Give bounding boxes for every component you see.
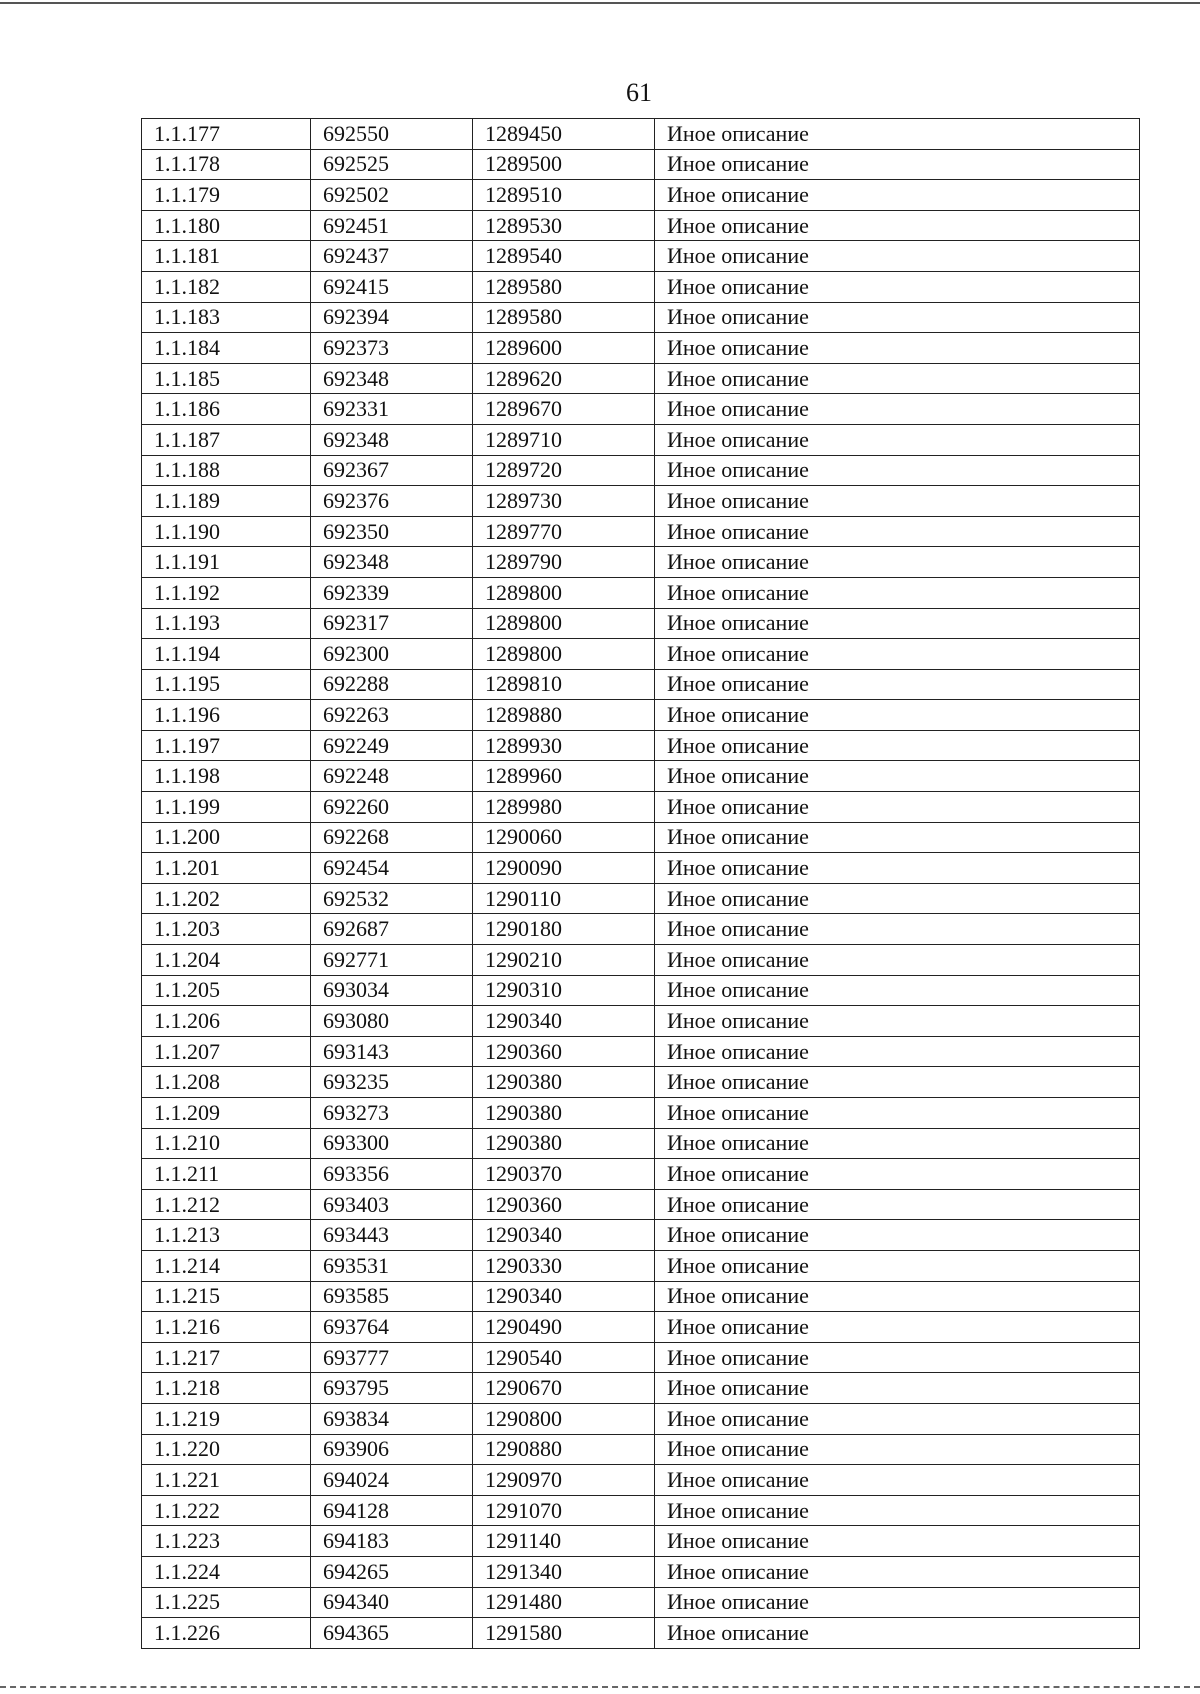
x-coordinate-cell: 692288 xyxy=(311,669,473,700)
point-number-cell: 1.1.210 xyxy=(142,1128,311,1159)
x-coordinate-cell: 693795 xyxy=(311,1373,473,1404)
description-cell: Иное описание xyxy=(655,792,1140,823)
point-number-cell: 1.1.224 xyxy=(142,1556,311,1587)
table-row xyxy=(142,210,1140,241)
y-coordinate-cell: 1289730 xyxy=(473,486,655,517)
x-coordinate-cell: 692525 xyxy=(311,149,473,180)
table-row xyxy=(142,486,1140,517)
point-number-cell: 1.1.222 xyxy=(142,1495,311,1526)
table-row xyxy=(142,700,1140,731)
description-cell: Иное описание xyxy=(655,914,1140,945)
x-coordinate-cell: 694365 xyxy=(311,1618,473,1649)
point-number-cell: 1.1.221 xyxy=(142,1465,311,1496)
y-coordinate-cell: 1290360 xyxy=(473,1036,655,1067)
description-cell: Иное описание xyxy=(655,608,1140,639)
y-coordinate-cell: 1290490 xyxy=(473,1312,655,1343)
description-cell: Иное описание xyxy=(655,119,1140,150)
y-coordinate-cell: 1291140 xyxy=(473,1526,655,1557)
point-number-cell: 1.1.193 xyxy=(142,608,311,639)
point-number-cell: 1.1.196 xyxy=(142,700,311,731)
description-cell: Иное описание xyxy=(655,547,1140,578)
x-coordinate-cell: 692263 xyxy=(311,700,473,731)
table-row xyxy=(142,669,1140,700)
description-cell: Иное описание xyxy=(655,975,1140,1006)
description-cell: Иное описание xyxy=(655,1373,1140,1404)
y-coordinate-cell: 1289790 xyxy=(473,547,655,578)
page-number: 61 xyxy=(626,78,652,107)
y-coordinate-cell: 1290360 xyxy=(473,1189,655,1220)
description-cell: Иное описание xyxy=(655,424,1140,455)
table-row xyxy=(142,271,1140,302)
x-coordinate-cell: 693764 xyxy=(311,1312,473,1343)
x-coordinate-cell: 692376 xyxy=(311,486,473,517)
description-cell: Иное описание xyxy=(655,1036,1140,1067)
point-number-cell: 1.1.189 xyxy=(142,486,311,517)
y-coordinate-cell: 1289600 xyxy=(473,333,655,364)
y-coordinate-cell: 1290380 xyxy=(473,1128,655,1159)
description-cell: Иное описание xyxy=(655,1403,1140,1434)
x-coordinate-cell: 692454 xyxy=(311,853,473,884)
description-cell: Иное описание xyxy=(655,669,1140,700)
table-row xyxy=(142,577,1140,608)
x-coordinate-cell: 693585 xyxy=(311,1281,473,1312)
table-row xyxy=(142,1159,1140,1190)
table-row xyxy=(142,730,1140,761)
x-coordinate-cell: 692249 xyxy=(311,730,473,761)
y-coordinate-cell: 1290540 xyxy=(473,1342,655,1373)
y-coordinate-cell: 1289620 xyxy=(473,363,655,394)
table-row xyxy=(142,1250,1140,1281)
point-number-cell: 1.1.183 xyxy=(142,302,311,333)
point-number-cell: 1.1.213 xyxy=(142,1220,311,1251)
x-coordinate-cell: 692268 xyxy=(311,822,473,853)
description-cell: Иное описание xyxy=(655,700,1140,731)
point-number-cell: 1.1.190 xyxy=(142,516,311,547)
description-cell: Иное описание xyxy=(655,1312,1140,1343)
x-coordinate-cell: 692771 xyxy=(311,945,473,976)
table-row xyxy=(142,975,1140,1006)
point-number-cell: 1.1.226 xyxy=(142,1618,311,1649)
x-coordinate-cell: 694340 xyxy=(311,1587,473,1618)
y-coordinate-cell: 1289800 xyxy=(473,639,655,670)
description-cell: Иное описание xyxy=(655,1006,1140,1037)
description-cell: Иное описание xyxy=(655,639,1140,670)
y-coordinate-cell: 1290370 xyxy=(473,1159,655,1190)
description-cell: Иное описание xyxy=(655,883,1140,914)
table-row xyxy=(142,241,1140,272)
point-number-cell: 1.1.194 xyxy=(142,639,311,670)
table-row xyxy=(142,822,1140,853)
table-row xyxy=(142,1220,1140,1251)
y-coordinate-cell: 1290310 xyxy=(473,975,655,1006)
table-row xyxy=(142,914,1140,945)
x-coordinate-cell: 693080 xyxy=(311,1006,473,1037)
x-coordinate-cell: 692339 xyxy=(311,577,473,608)
table-row xyxy=(142,1281,1140,1312)
x-coordinate-cell: 693403 xyxy=(311,1189,473,1220)
point-number-cell: 1.1.192 xyxy=(142,577,311,608)
description-cell: Иное описание xyxy=(655,1526,1140,1557)
point-number-cell: 1.1.187 xyxy=(142,424,311,455)
y-coordinate-cell: 1290340 xyxy=(473,1281,655,1312)
x-coordinate-cell: 694128 xyxy=(311,1495,473,1526)
x-coordinate-cell: 692317 xyxy=(311,608,473,639)
y-coordinate-cell: 1290060 xyxy=(473,822,655,853)
table-row xyxy=(142,639,1140,670)
description-cell: Иное описание xyxy=(655,577,1140,608)
y-coordinate-cell: 1289580 xyxy=(473,302,655,333)
table-row xyxy=(142,455,1140,486)
point-number-cell: 1.1.199 xyxy=(142,792,311,823)
point-number-cell: 1.1.206 xyxy=(142,1006,311,1037)
y-coordinate-cell: 1289930 xyxy=(473,730,655,761)
description-cell: Иное описание xyxy=(655,1465,1140,1496)
description-cell: Иное описание xyxy=(655,516,1140,547)
point-number-cell: 1.1.225 xyxy=(142,1587,311,1618)
description-cell: Иное описание xyxy=(655,486,1140,517)
point-number-cell: 1.1.185 xyxy=(142,363,311,394)
y-coordinate-cell: 1289500 xyxy=(473,149,655,180)
point-number-cell: 1.1.204 xyxy=(142,945,311,976)
point-number-cell: 1.1.212 xyxy=(142,1189,311,1220)
point-number-cell: 1.1.182 xyxy=(142,271,311,302)
table-row xyxy=(142,1587,1140,1618)
x-coordinate-cell: 692550 xyxy=(311,119,473,150)
y-coordinate-cell: 1291580 xyxy=(473,1618,655,1649)
x-coordinate-cell: 692532 xyxy=(311,883,473,914)
x-coordinate-cell: 692348 xyxy=(311,424,473,455)
table-row xyxy=(142,149,1140,180)
x-coordinate-cell: 693300 xyxy=(311,1128,473,1159)
description-cell: Иное описание xyxy=(655,1556,1140,1587)
y-coordinate-cell: 1290330 xyxy=(473,1250,655,1281)
x-coordinate-cell: 692350 xyxy=(311,516,473,547)
description-cell: Иное описание xyxy=(655,455,1140,486)
x-coordinate-cell: 693443 xyxy=(311,1220,473,1251)
table-row xyxy=(142,424,1140,455)
description-cell: Иное описание xyxy=(655,945,1140,976)
y-coordinate-cell: 1289670 xyxy=(473,394,655,425)
table-row xyxy=(142,1036,1140,1067)
x-coordinate-cell: 694024 xyxy=(311,1465,473,1496)
point-number-cell: 1.1.203 xyxy=(142,914,311,945)
y-coordinate-cell: 1290800 xyxy=(473,1403,655,1434)
point-number-cell: 1.1.188 xyxy=(142,455,311,486)
description-cell: Иное описание xyxy=(655,241,1140,272)
table-row xyxy=(142,883,1140,914)
table-row xyxy=(142,180,1140,211)
point-number-cell: 1.1.217 xyxy=(142,1342,311,1373)
table-row xyxy=(142,119,1140,150)
point-number-cell: 1.1.207 xyxy=(142,1036,311,1067)
description-cell: Иное описание xyxy=(655,1587,1140,1618)
x-coordinate-cell: 693834 xyxy=(311,1403,473,1434)
description-cell: Иное описание xyxy=(655,1250,1140,1281)
table-row xyxy=(142,1526,1140,1557)
x-coordinate-cell: 692687 xyxy=(311,914,473,945)
table-row xyxy=(142,1312,1140,1343)
table-row xyxy=(142,761,1140,792)
point-number-cell: 1.1.214 xyxy=(142,1250,311,1281)
y-coordinate-cell: 1289450 xyxy=(473,119,655,150)
description-cell: Иное описание xyxy=(655,1495,1140,1526)
point-number-cell: 1.1.211 xyxy=(142,1159,311,1190)
description-cell: Иное описание xyxy=(655,1220,1140,1251)
x-coordinate-cell: 694265 xyxy=(311,1556,473,1587)
x-coordinate-cell: 692248 xyxy=(311,761,473,792)
description-cell: Иное описание xyxy=(655,333,1140,364)
point-number-cell: 1.1.177 xyxy=(142,119,311,150)
point-number-cell: 1.1.201 xyxy=(142,853,311,884)
point-number-cell: 1.1.186 xyxy=(142,394,311,425)
y-coordinate-cell: 1289720 xyxy=(473,455,655,486)
description-cell: Иное описание xyxy=(655,1434,1140,1465)
description-cell: Иное описание xyxy=(655,1067,1140,1098)
point-number-cell: 1.1.179 xyxy=(142,180,311,211)
coordinates-table-body xyxy=(142,119,1140,1649)
y-coordinate-cell: 1290880 xyxy=(473,1434,655,1465)
y-coordinate-cell: 1289710 xyxy=(473,424,655,455)
y-coordinate-cell: 1289540 xyxy=(473,241,655,272)
point-number-cell: 1.1.218 xyxy=(142,1373,311,1404)
description-cell: Иное описание xyxy=(655,363,1140,394)
y-coordinate-cell: 1289770 xyxy=(473,516,655,547)
table-row xyxy=(142,1098,1140,1129)
y-coordinate-cell: 1289800 xyxy=(473,608,655,639)
x-coordinate-cell: 692300 xyxy=(311,639,473,670)
point-number-cell: 1.1.215 xyxy=(142,1281,311,1312)
y-coordinate-cell: 1289530 xyxy=(473,210,655,241)
x-coordinate-cell: 692260 xyxy=(311,792,473,823)
table-row xyxy=(142,792,1140,823)
description-cell: Иное описание xyxy=(655,394,1140,425)
table-row xyxy=(142,516,1140,547)
point-number-cell: 1.1.205 xyxy=(142,975,311,1006)
table-row xyxy=(142,1618,1140,1649)
table-row xyxy=(142,1465,1140,1496)
description-cell: Иное описание xyxy=(655,761,1140,792)
x-coordinate-cell: 692348 xyxy=(311,363,473,394)
x-coordinate-cell: 692437 xyxy=(311,241,473,272)
table-row xyxy=(142,1067,1140,1098)
x-coordinate-cell: 693143 xyxy=(311,1036,473,1067)
table-row xyxy=(142,363,1140,394)
description-cell: Иное описание xyxy=(655,271,1140,302)
point-number-cell: 1.1.200 xyxy=(142,822,311,853)
table-row xyxy=(142,1403,1140,1434)
x-coordinate-cell: 692373 xyxy=(311,333,473,364)
description-cell: Иное описание xyxy=(655,1159,1140,1190)
table-row xyxy=(142,333,1140,364)
description-cell: Иное описание xyxy=(655,302,1140,333)
description-cell: Иное описание xyxy=(655,1342,1140,1373)
description-cell: Иное описание xyxy=(655,1128,1140,1159)
point-number-cell: 1.1.219 xyxy=(142,1403,311,1434)
y-coordinate-cell: 1290340 xyxy=(473,1220,655,1251)
description-cell: Иное описание xyxy=(655,730,1140,761)
description-cell: Иное описание xyxy=(655,1618,1140,1649)
x-coordinate-cell: 693356 xyxy=(311,1159,473,1190)
description-cell: Иное описание xyxy=(655,822,1140,853)
point-number-cell: 1.1.223 xyxy=(142,1526,311,1557)
point-number-cell: 1.1.220 xyxy=(142,1434,311,1465)
y-coordinate-cell: 1290670 xyxy=(473,1373,655,1404)
x-coordinate-cell: 693273 xyxy=(311,1098,473,1129)
description-cell: Иное описание xyxy=(655,853,1140,884)
y-coordinate-cell: 1289980 xyxy=(473,792,655,823)
table-row xyxy=(142,302,1140,333)
y-coordinate-cell: 1289960 xyxy=(473,761,655,792)
table-row xyxy=(142,394,1140,425)
table-row xyxy=(142,945,1140,976)
table-row xyxy=(142,1342,1140,1373)
y-coordinate-cell: 1290090 xyxy=(473,853,655,884)
x-coordinate-cell: 692348 xyxy=(311,547,473,578)
y-coordinate-cell: 1290970 xyxy=(473,1465,655,1496)
table-row xyxy=(142,1495,1140,1526)
x-coordinate-cell: 693034 xyxy=(311,975,473,1006)
point-number-cell: 1.1.209 xyxy=(142,1098,311,1129)
description-cell: Иное описание xyxy=(655,149,1140,180)
x-coordinate-cell: 693777 xyxy=(311,1342,473,1373)
x-coordinate-cell: 693235 xyxy=(311,1067,473,1098)
point-number-cell: 1.1.184 xyxy=(142,333,311,364)
description-cell: Иное описание xyxy=(655,1281,1140,1312)
x-coordinate-cell: 692331 xyxy=(311,394,473,425)
description-cell: Иное описание xyxy=(655,1098,1140,1129)
x-coordinate-cell: 694183 xyxy=(311,1526,473,1557)
scan-top-edge xyxy=(0,2,1200,4)
table-row xyxy=(142,1556,1140,1587)
table-row xyxy=(142,547,1140,578)
table-row xyxy=(142,1189,1140,1220)
point-number-cell: 1.1.195 xyxy=(142,669,311,700)
x-coordinate-cell: 692367 xyxy=(311,455,473,486)
point-number-cell: 1.1.198 xyxy=(142,761,311,792)
description-cell: Иное описание xyxy=(655,210,1140,241)
point-number-cell: 1.1.180 xyxy=(142,210,311,241)
y-coordinate-cell: 1290380 xyxy=(473,1098,655,1129)
y-coordinate-cell: 1290210 xyxy=(473,945,655,976)
y-coordinate-cell: 1291340 xyxy=(473,1556,655,1587)
x-coordinate-cell: 692394 xyxy=(311,302,473,333)
y-coordinate-cell: 1290340 xyxy=(473,1006,655,1037)
x-coordinate-cell: 693906 xyxy=(311,1434,473,1465)
point-number-cell: 1.1.191 xyxy=(142,547,311,578)
coordinates-table xyxy=(141,118,1140,1649)
y-coordinate-cell: 1291480 xyxy=(473,1587,655,1618)
y-coordinate-cell: 1291070 xyxy=(473,1495,655,1526)
point-number-cell: 1.1.197 xyxy=(142,730,311,761)
y-coordinate-cell: 1289580 xyxy=(473,271,655,302)
description-cell: Иное описание xyxy=(655,1189,1140,1220)
y-coordinate-cell: 1289880 xyxy=(473,700,655,731)
point-number-cell: 1.1.181 xyxy=(142,241,311,272)
table-row xyxy=(142,1006,1140,1037)
y-coordinate-cell: 1290380 xyxy=(473,1067,655,1098)
y-coordinate-cell: 1290180 xyxy=(473,914,655,945)
table-row xyxy=(142,1128,1140,1159)
point-number-cell: 1.1.178 xyxy=(142,149,311,180)
point-number-cell: 1.1.216 xyxy=(142,1312,311,1343)
table-row xyxy=(142,608,1140,639)
point-number-cell: 1.1.208 xyxy=(142,1067,311,1098)
scan-bottom-edge xyxy=(0,1686,1200,1688)
table-row xyxy=(142,1434,1140,1465)
point-number-cell: 1.1.202 xyxy=(142,883,311,914)
y-coordinate-cell: 1289800 xyxy=(473,577,655,608)
description-cell: Иное описание xyxy=(655,180,1140,211)
y-coordinate-cell: 1290110 xyxy=(473,883,655,914)
table-row xyxy=(142,853,1140,884)
x-coordinate-cell: 692415 xyxy=(311,271,473,302)
y-coordinate-cell: 1289810 xyxy=(473,669,655,700)
x-coordinate-cell: 693531 xyxy=(311,1250,473,1281)
x-coordinate-cell: 692502 xyxy=(311,180,473,211)
table-row xyxy=(142,1373,1140,1404)
x-coordinate-cell: 692451 xyxy=(311,210,473,241)
y-coordinate-cell: 1289510 xyxy=(473,180,655,211)
